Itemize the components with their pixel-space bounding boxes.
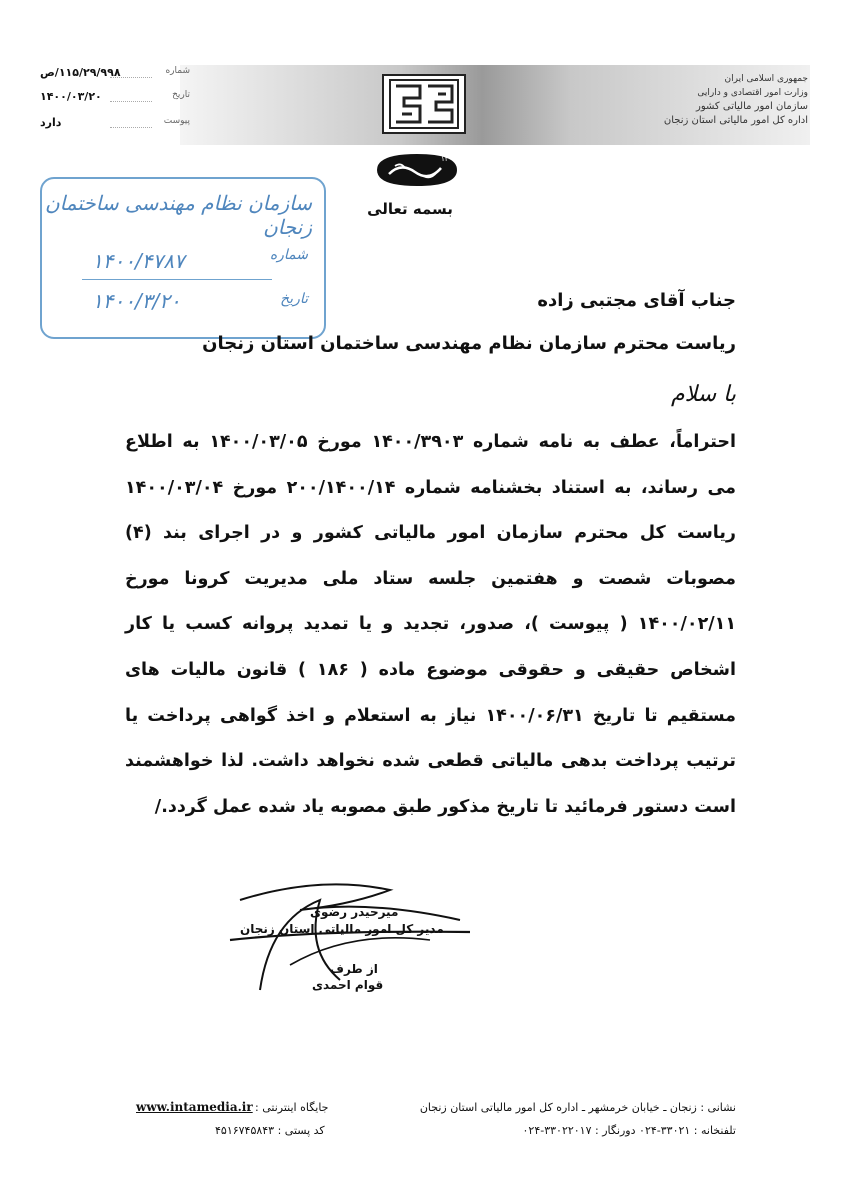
- footer-postal: کد پستی : ۴۵۱۶۷۴۵۸۴۳: [215, 1124, 325, 1137]
- recipient-name: جناب آقای مجتبی زاده: [537, 290, 736, 311]
- year-slogan-seal: [371, 150, 463, 190]
- recipient-title: ریاست محترم سازمان نظام مهندسی ساختمان استان زنجان: [202, 333, 736, 354]
- ministry-line: وزارت امور اقتصادی و دارایی: [697, 88, 808, 98]
- letter-number-label: شماره: [165, 66, 190, 76]
- letter-attachment-label: پیوست: [163, 116, 190, 126]
- tax-organization-logo-icon: [382, 74, 466, 134]
- letter-date-label: تاریخ: [172, 90, 190, 100]
- on-behalf-name: قوام احمدی: [312, 978, 384, 992]
- stamp-organization: سازمان نظام مهندسی ساختمان زنجان: [44, 191, 312, 239]
- letter-body: احتراماً، عطف به نامه شماره ۱۴۰۰/۳۹۰۳ مورخ ۱۴۰۰/۰۳/۰۵ به اطلاع می رساند، به استناد بخشنامه شماره ۲۰۰/۱۴۰۰/۱۴ مورخ ۱۴۰۰/۰۳/۰۴ ریاست کل محترم سازمان امور مالیاتی کشور و در اجرای بند (۴) مصوبات شصت و هفتمین جلسه ستاد ملی مدیریت کرونا مورخ ۱۴۰۰/۰۲/۱۱ ( پیوست )، صدور، تجدید و یا تمدید پروانه کسب یا کار اشخاص حقیقی و حقوقی موضوع ماده ( ۱۸۶ ) قانون مالیات های مستقیم تا تاریخ ۱۴۰۰/۰۶/۳۱ نیاز به استعلام و اخذ گواهی پرداخت یا ترتیب پرداخت بدهی مالیاتی قطعی شده نخواهد داشت. لذا خواهشمند است دستور فرمائید تا تاریخ مذکور طبق مصوبه یاد شده عمل گردد./: [125, 432, 737, 817]
- footer-phones: تلفنخانه : ۳۳۰۲۱-۰۲۴ دورنگار : ۳۳۰۲۲۰۱۷-۰۲۴: [522, 1124, 736, 1137]
- website-link[interactable]: www.intamedia.ir: [136, 1100, 253, 1114]
- letter-number: ۱۱۵/۲۹/۹۹۸/ص: [40, 66, 121, 79]
- stamp-number-label: شماره: [269, 247, 308, 263]
- ministry-line: سازمان امور مالیاتی کشور: [696, 101, 808, 112]
- footer-address: نشانی : زنجان ـ خیابان خرمشهر ـ اداره کل امور مالیاتی استان زنجان: [419, 1101, 736, 1114]
- signatory-name: میرحیدر رضوی: [310, 905, 399, 919]
- signatory-title: مدیر کل امور مالیاتی استان زنجان: [240, 922, 444, 936]
- receipt-stamp: [40, 177, 326, 339]
- letter-date: ۱۴۰۰/۰۳/۲۰: [40, 90, 102, 103]
- letter-attachment: دارد: [40, 116, 62, 129]
- website-label: جایگاه اینترنتی :: [255, 1101, 329, 1114]
- on-behalf-label: از طرف: [330, 962, 378, 976]
- greeting: با سلام: [670, 382, 736, 407]
- ministry-line: اداره کل امور مالیاتی استان زنجان: [663, 115, 808, 126]
- basmala: بسمه تعالی: [367, 200, 453, 218]
- ministry-line: جمهوری اسلامی ایران: [724, 74, 808, 84]
- stamp-number: ۱۴۰۰/۴۷۸۷: [92, 249, 185, 273]
- letter-meta: [40, 66, 190, 146]
- stamp-date-label: تاریخ: [280, 291, 308, 307]
- slogan-year: ۱۴۰۰: [441, 155, 457, 163]
- ministry-block: [608, 72, 808, 128]
- stamp-divider: [82, 279, 272, 280]
- stamp-date: ۱۴۰۰/۳/۲۰: [92, 289, 181, 313]
